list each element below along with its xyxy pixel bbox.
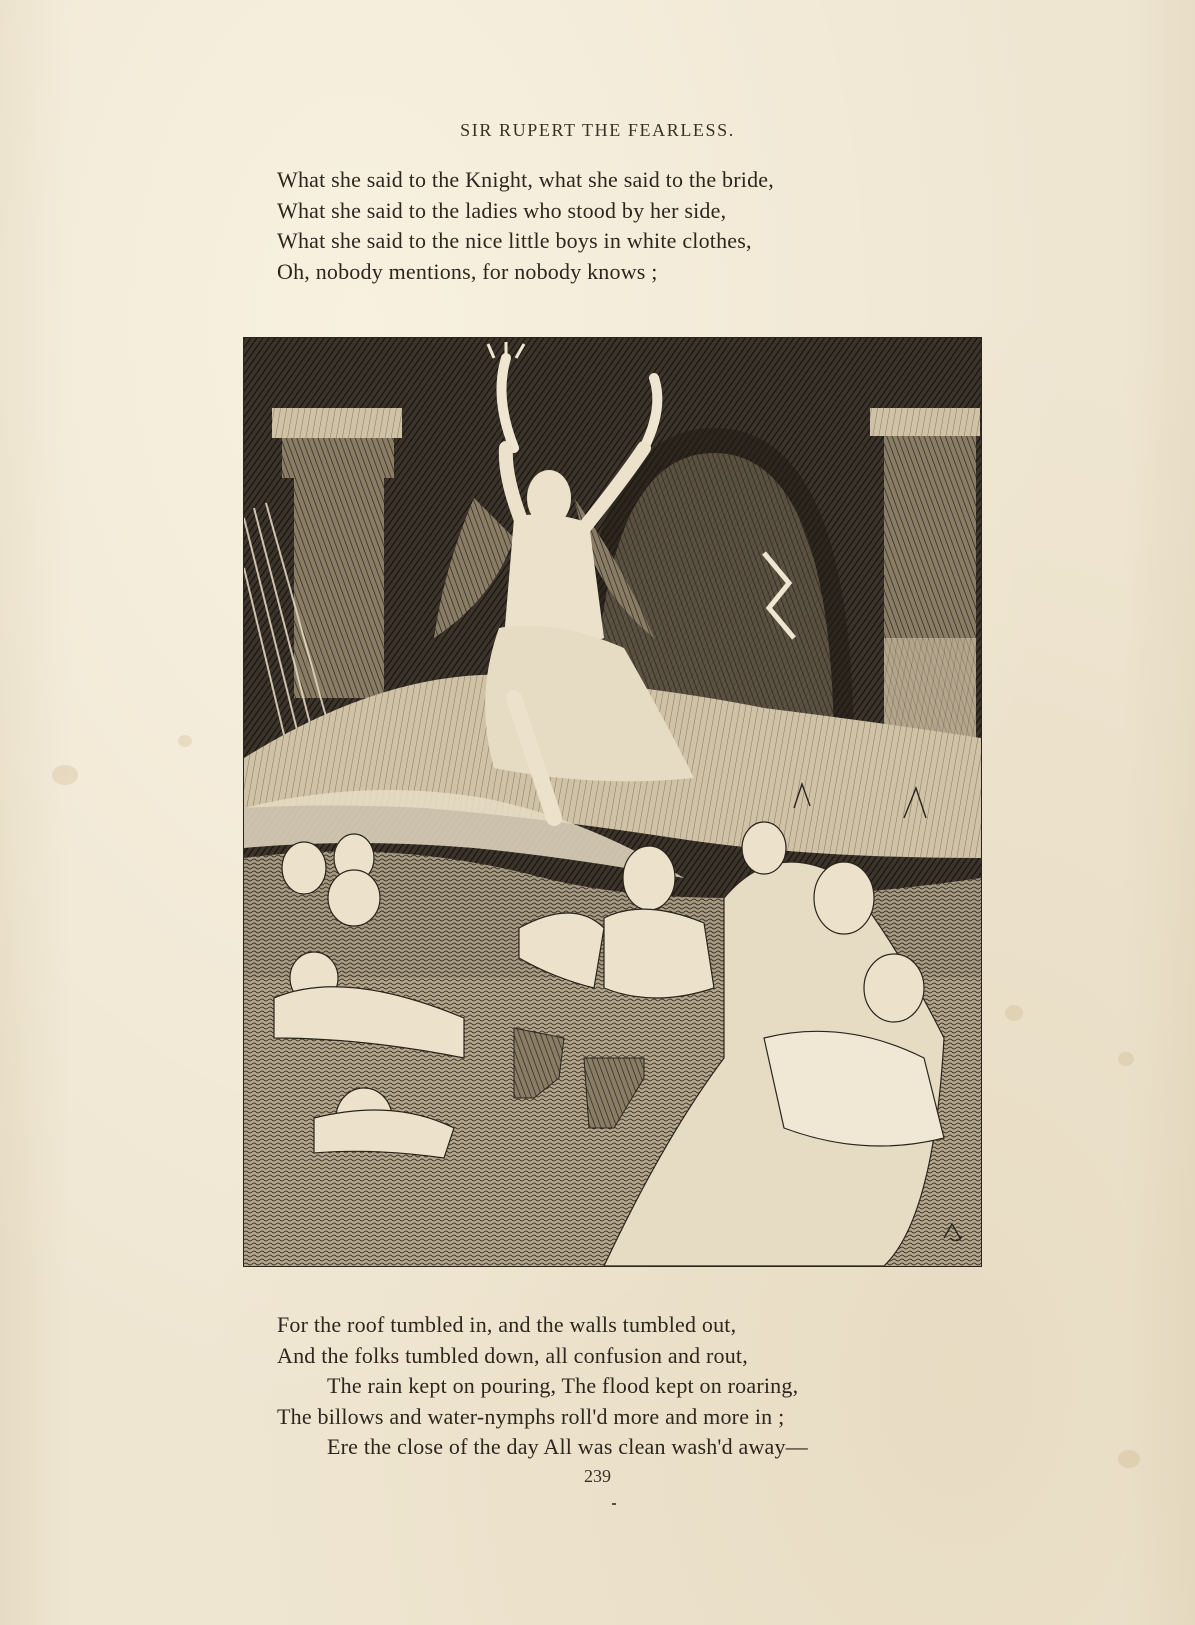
bottom-verse: [277, 1310, 808, 1463]
page-number: 239: [584, 1466, 611, 1486]
verse-line: Oh, nobody mentions, for nobody knows ;: [277, 258, 658, 284]
verse-line: For the roof tumbled in, and the walls tumbled out,: [277, 1312, 737, 1337]
verse-line: The rain kept on pouring, The flood kept on roaring,: [327, 1373, 799, 1398]
verse-line: Ere the close of the day All was clean wash'd away—: [327, 1434, 808, 1459]
verse-line: And the folks tumbled down, all confusion and rout,: [277, 1342, 748, 1368]
verse-line: What she said to the Knight, what she said to the bride,: [277, 167, 774, 192]
running-head: SIR RUPERT THE FEARLESS.: [460, 120, 735, 140]
folio-rule: [612, 1503, 616, 1505]
paper-stain: [178, 735, 192, 747]
verse-line: What she said to the nice little boys in white clothes,: [277, 228, 752, 253]
verse-line: What she said to the ladies who stood by her side,: [277, 197, 727, 223]
verse-line: The billows and water-nymphs roll'd more and more in ;: [277, 1403, 785, 1429]
engraving-artwork: [244, 338, 981, 1266]
top-verse: [277, 165, 774, 287]
paper-stain: [1005, 1005, 1023, 1021]
paper-stain: [52, 765, 78, 785]
paper-stain: [1118, 1052, 1134, 1066]
engraving-illustration: [243, 337, 982, 1267]
